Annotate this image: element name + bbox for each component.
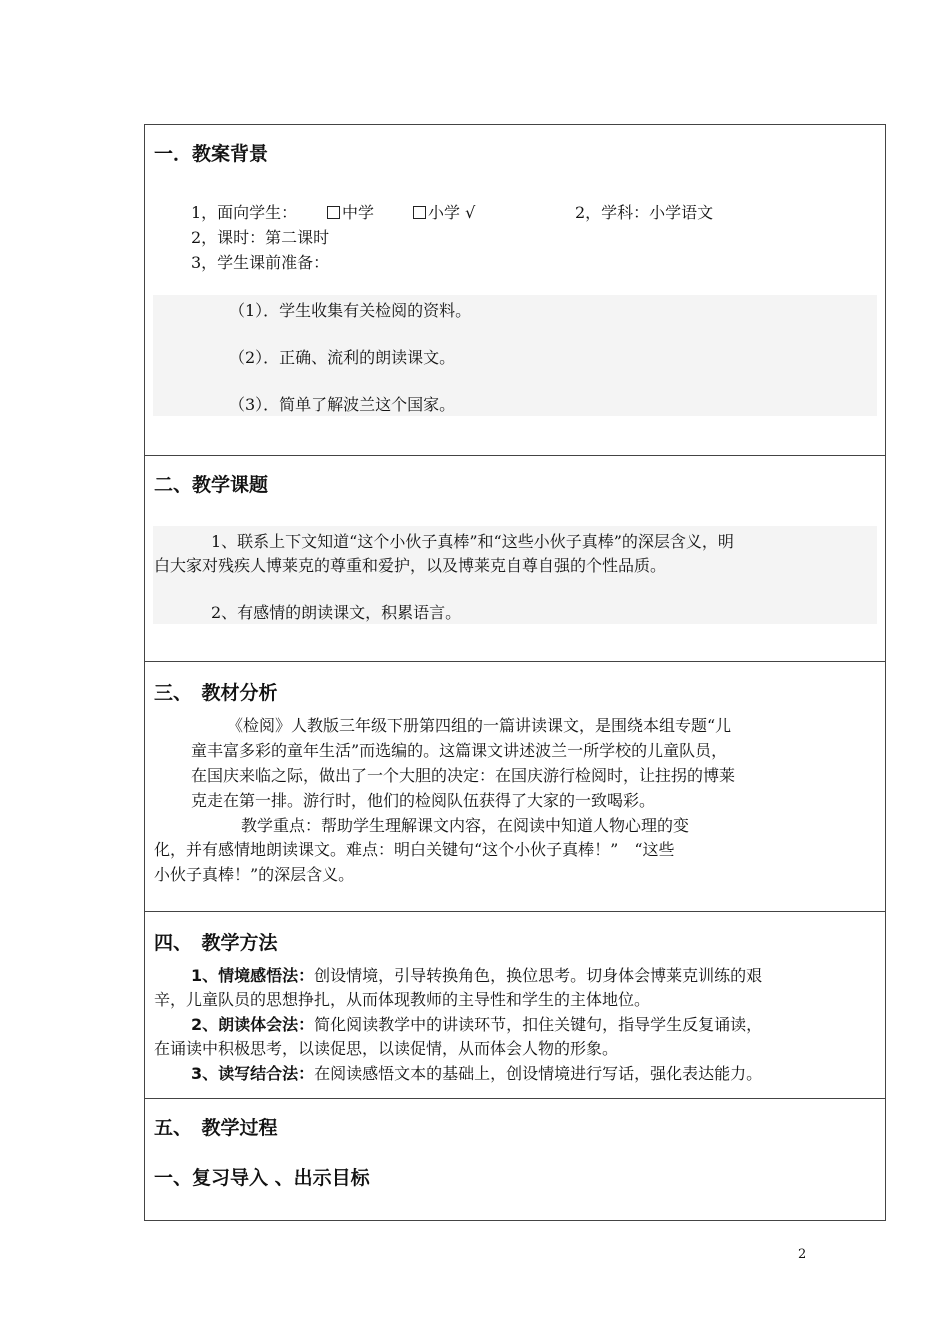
section-heading: 三、 教材分析 [154,682,278,704]
section-analysis [145,661,885,911]
topic-item-1-line2: 白大家对残疾人博莱克的尊重和爱护，以及博莱克自尊自强的个性品质。 [154,556,667,575]
topic-item-2: 2、有感情的朗读课文，积累语言。 [211,603,462,622]
page-number: 2 [798,1247,807,1262]
section-process [145,1098,885,1220]
analysis-line: 小伙子真棒！”的深层含义。 [154,865,355,884]
prep-item: （1）．学生收集有关检阅的资料。 [229,301,472,320]
lesson-plan-table [144,124,886,1221]
section-background [145,125,885,455]
prep-item: （2）．正确、流利的朗读课文。 [229,348,456,367]
option-primary: 小学 √ [413,201,475,225]
analysis-line: 教学重点：帮助学生理解课文内容，在阅读中知道人物心理的变 [241,816,690,835]
prep-item: （3）．简单了解波兰这个国家。 [229,395,456,414]
subject: 2，学科：小学语文 [575,203,714,222]
option-middle: 中学 [327,201,374,225]
analysis-line: 在国庆来临之际，做出了一个大胆的决定：在国庆游行检阅时，让拄拐的博莱 [191,766,736,785]
checkbox-icon [413,206,426,219]
method-1-line1: 1、情境感悟法：创设情境，引导转换角色，换位思考。切身体会博莱克训练的艰 [191,966,763,985]
method-1-line2: 辛，儿童队员的思想挣扎，从而体现教师的主导性和学生的主体地位。 [154,990,651,1009]
students-label: 1，面向学生： [191,203,298,222]
analysis-line: 化，并有感情地朗读课文。难点：明白关键句“这个小伙子真棒！” “这些 [154,840,675,859]
section-topic [145,455,885,661]
method-2-line2: 在诵读中积极思考，以读促思，以读促情，从而体会人物的形象。 [154,1039,619,1058]
topic-item-1-line1: 1、联系上下文知道“这个小伙子真棒”和“这些小伙子真棒”的深层含义，明 [211,532,734,551]
method-2-line1: 2、朗读体会法：简化阅读教学中的讲读环节，扣住关键句，指导学生反复诵读， [191,1015,763,1034]
method-3: 3、读写结合法：在阅读感悟文本的基础上，创设情境进行写话，强化表达能力。 [191,1064,763,1083]
analysis-line: 《检阅》人教版三年级下册第四组的一篇讲读课文，是围绕本组专题“儿 [227,716,732,735]
process-subheading: 一、复习导入 、出示目标 [154,1167,370,1189]
section-heading: 一．教案背景 [154,143,269,165]
section-heading: 五、 教学过程 [154,1117,278,1139]
section-heading: 二、教学课题 [154,474,269,496]
section-method [145,911,885,1098]
prep-label: 3，学生课前准备： [191,253,330,272]
analysis-line: 童丰富多彩的童年生活”而选编的。这篇课文讲述波兰一所学校的儿童队员， [191,741,728,760]
checkbox-icon [327,206,340,219]
period: 2，课时：第二课时 [191,228,330,247]
analysis-line: 克走在第一排。游行时，他们的检阅队伍获得了大家的一致喝彩。 [191,791,656,810]
section-heading: 四、 教学方法 [154,932,278,954]
